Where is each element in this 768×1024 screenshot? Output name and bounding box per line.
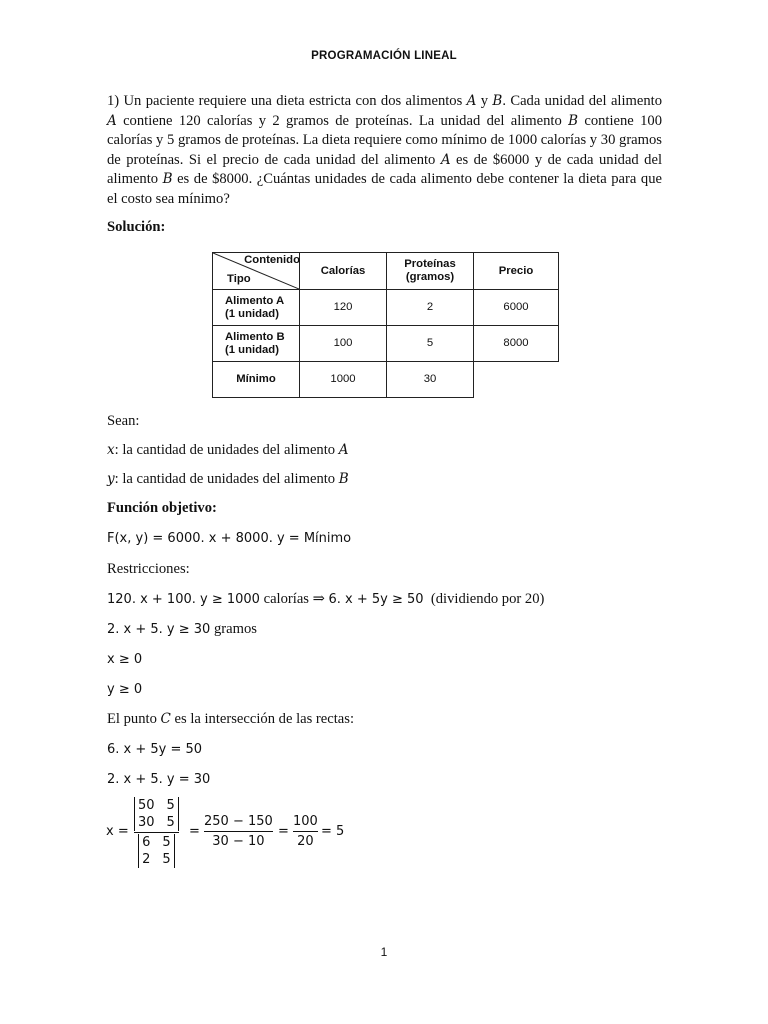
row-label: Alimento A (1 unidad) — [213, 290, 300, 326]
definition-x: x: la cantidad de unidades del alimento A — [107, 442, 349, 458]
calc-result: = 5 — [321, 824, 345, 839]
cell-min-calorias: 1000 — [300, 362, 387, 398]
restriction-y-nonneg: y ≥ 0 — [107, 682, 143, 697]
objective-function: F(x, y) = 6000. x + 8000. y = Mínimo — [107, 531, 352, 546]
row-label: Alimento B (1 unidad) — [213, 326, 300, 362]
equation-2: 2. x + 5. y = 30 — [107, 772, 211, 787]
page-title: PROGRAMACIÓN LINEAL — [311, 50, 457, 62]
restriction-calorias: 120. x + 100. y ≥ 1000 calorías ⇒ 6. x + 5y ≥ 50 (dividiendo por 20) — [107, 591, 545, 607]
header-proteinas: Proteínas (gramos) — [387, 253, 474, 290]
nutrition-table — [212, 252, 559, 398]
objective-label: Función objetivo: — [107, 500, 217, 516]
arith-fraction-2: 100 20 — [293, 814, 318, 849]
cell-proteinas: 2 — [387, 290, 474, 326]
corner-bottom-label: Tipo — [227, 273, 251, 285]
sean-label: Sean: — [107, 413, 140, 429]
cell-calorias: 100 — [300, 326, 387, 362]
table-corner-cell — [213, 253, 300, 290]
page-number: 1 — [380, 945, 388, 959]
equation-1: 6. x + 5y = 50 — [107, 742, 203, 757]
calc-lhs: x = — [106, 824, 129, 839]
restrictions-label: Restricciones: — [107, 561, 190, 577]
table-row — [213, 326, 559, 362]
cell-precio: 6000 — [474, 290, 559, 326]
row-label-minimo: Mínimo — [213, 362, 300, 398]
restriction-x-nonneg: x ≥ 0 — [107, 652, 143, 667]
calc-equals-1: = — [189, 824, 200, 839]
cell-proteinas: 5 — [387, 326, 474, 362]
cell-min-proteinas: 30 — [387, 362, 474, 398]
determinant-fraction — [134, 797, 179, 868]
definition-y: y: la cantidad de unidades del alimento B — [107, 471, 349, 487]
cell-calorias: 120 — [300, 290, 387, 326]
table-row-minimo — [213, 362, 559, 398]
header-precio: Precio — [474, 253, 559, 290]
header-calorias: Calorías — [300, 253, 387, 290]
numerator-determinant: 50 5 30 5 — [134, 797, 179, 831]
solution-label: Solución: — [107, 219, 166, 235]
problem-statement: 1) Un paciente requiere una dieta estricta con dos alimentos A y B. Cada unidad del alimento A contiene 120 calorías y 2 gramos de proteínas. La unidad del alimento B contiene 100 calorías y 5 gramos de proteínas. La dieta requiere como mínimo de 1000 calorías y 30 gramos de proteínas. Si el precio de cada unidad del alimento A es de $6000 y de cada unidad del alimento B es de $8000. ¿Cuántas unidades de cada alimento debe contener la dieta para que el costo sea mínimo? — [107, 93, 663, 207]
calc-equals-2: = — [278, 824, 289, 839]
arith-fraction-1: 250 − 150 30 − 10 — [204, 814, 273, 849]
cell-precio: 8000 — [474, 326, 559, 362]
corner-top-label: Contenido — [244, 254, 300, 266]
denominator-determinant: 6 5 2 5 — [138, 834, 175, 868]
intersection-text: El punto C es la intersección de las rectas: — [107, 711, 355, 727]
restriction-proteinas: 2. x + 5. y ≥ 30 gramos — [107, 621, 257, 637]
table-row — [213, 290, 559, 326]
